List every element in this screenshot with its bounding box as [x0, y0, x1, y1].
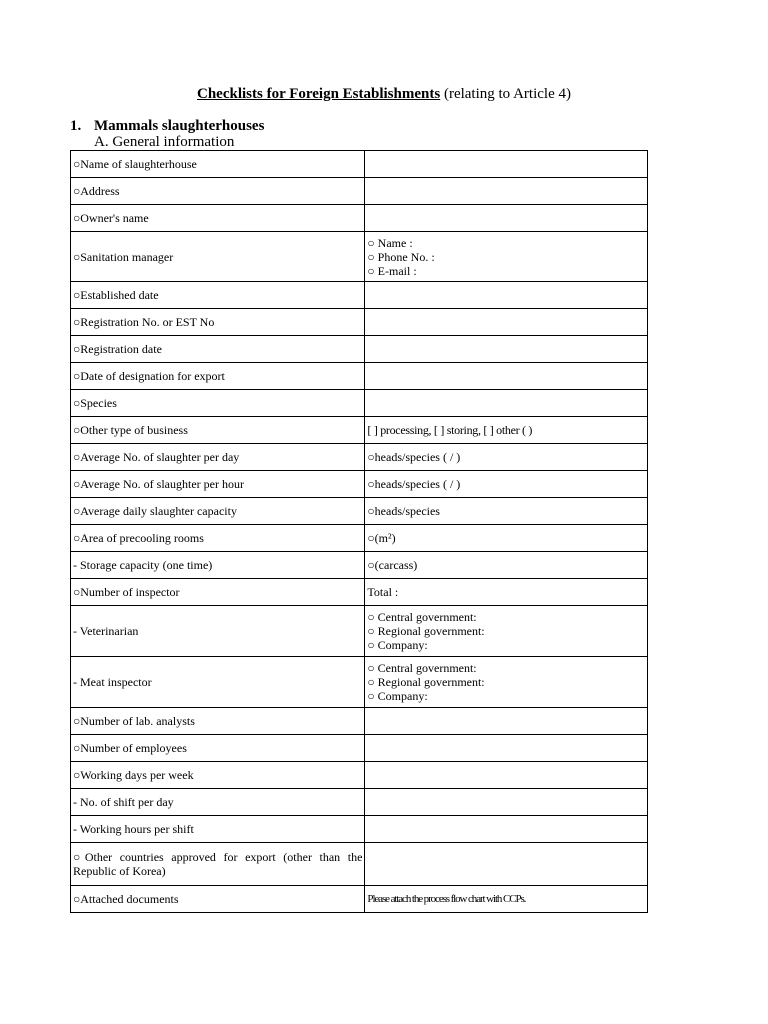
table-row	[71, 843, 648, 886]
row-label: ○Average No. of slaughter per hour	[71, 471, 365, 498]
row-label: - Veterinarian	[71, 606, 365, 657]
row-value[interactable]	[365, 232, 648, 282]
row-value[interactable]	[365, 336, 648, 363]
table-row	[71, 525, 648, 552]
row-value[interactable]	[365, 789, 648, 816]
row-label: ○Number of employees	[71, 735, 365, 762]
row-value[interactable]: Total :	[365, 579, 648, 606]
document-title-main: Checklists for Foreign Establishments	[196, 86, 441, 102]
row-value[interactable]	[365, 309, 648, 336]
row-label: - Storage capacity (one time)	[71, 552, 365, 579]
row-label: ○Number of inspector	[71, 579, 365, 606]
document-title	[0, 86, 768, 103]
row-label: ○Date of designation for export	[71, 363, 365, 390]
row-value[interactable]: [ ] processing, [ ] storing, [ ] other ( )	[365, 417, 648, 444]
row-label: ○Other countries approved for export (other than the Republic of Korea)	[71, 843, 365, 886]
vet-regional-line: ○ Regional government:	[367, 624, 485, 638]
row-label: ○Number of lab. analysts	[71, 708, 365, 735]
row-label: ○Owner's name	[71, 205, 365, 232]
row-value[interactable]: ○heads/species ( / )	[365, 444, 648, 471]
table-row	[71, 205, 648, 232]
row-label: ○Registration No. or EST No	[71, 309, 365, 336]
sanitation-phone-line: ○ Phone No. :	[367, 249, 435, 264]
table-row	[71, 886, 648, 913]
sanitation-email-line: ○ E-mail :	[367, 263, 417, 278]
table-row	[71, 178, 648, 205]
table-row	[71, 417, 648, 444]
row-label: ○Species	[71, 390, 365, 417]
table-row	[71, 816, 648, 843]
vet-central-line: ○ Central government:	[367, 610, 477, 624]
row-label: ○Name of slaughterhouse	[71, 151, 365, 178]
sanitation-name-line: ○ Name :	[367, 235, 413, 250]
table-row	[71, 444, 648, 471]
row-value[interactable]	[365, 735, 648, 762]
row-label: ○Other type of business	[71, 417, 365, 444]
meat-central-line: ○ Central government:	[367, 661, 477, 675]
row-label: ○Average daily slaughter capacity	[71, 498, 365, 525]
table-row	[71, 579, 648, 606]
row-label: - No. of shift per day	[71, 789, 365, 816]
row-label: ○Sanitation manager	[71, 232, 365, 282]
row-value[interactable]: ○heads/species ( / )	[365, 471, 648, 498]
row-label: - Meat inspector	[71, 657, 365, 708]
meat-regional-line: ○ Regional government:	[367, 675, 485, 689]
table-row	[71, 390, 648, 417]
table-row	[71, 789, 648, 816]
section-name: Mammals slaughterhouses	[94, 118, 265, 134]
row-value[interactable]	[365, 816, 648, 843]
row-value[interactable]	[365, 657, 648, 708]
row-value[interactable]: ○(m²)	[365, 525, 648, 552]
row-value[interactable]	[365, 151, 648, 178]
row-value[interactable]	[365, 282, 648, 309]
table-row	[71, 762, 648, 789]
table-row	[71, 471, 648, 498]
row-label: ○Working days per week	[71, 762, 365, 789]
section-number: 1.	[70, 118, 82, 134]
row-label: ○Area of precooling rooms	[71, 525, 365, 552]
row-value[interactable]	[365, 178, 648, 205]
table-row	[71, 336, 648, 363]
row-label: ○Average No. of slaughter per day	[71, 444, 365, 471]
row-value[interactable]	[365, 363, 648, 390]
row-value[interactable]	[365, 205, 648, 232]
row-label: - Working hours per shift	[71, 816, 365, 843]
row-label: ○Address	[71, 178, 365, 205]
row-value[interactable]	[365, 390, 648, 417]
table-row	[71, 282, 648, 309]
section-heading	[70, 118, 264, 135]
row-value[interactable]: Please attach the process flow chart with CCPs.	[365, 886, 648, 913]
table-row	[71, 606, 648, 657]
row-value[interactable]	[365, 606, 648, 657]
table-row	[71, 657, 648, 708]
document-title-suffix: (relating to Article 4)	[440, 86, 571, 102]
table-row	[71, 363, 648, 390]
row-label: ○Registration date	[71, 336, 365, 363]
table-row	[71, 309, 648, 336]
table-row	[71, 735, 648, 762]
row-value[interactable]	[365, 708, 648, 735]
row-value[interactable]	[365, 843, 648, 886]
table-row	[71, 498, 648, 525]
table-row	[71, 151, 648, 178]
table-row	[71, 552, 648, 579]
subsection-heading: A. General information	[94, 134, 235, 150]
table-row	[71, 232, 648, 282]
general-information-table	[70, 150, 648, 913]
row-label: ○Established date	[71, 282, 365, 309]
row-value[interactable]: ○(carcass)	[365, 552, 648, 579]
meat-company-line: ○ Company:	[367, 689, 428, 703]
table-row	[71, 708, 648, 735]
row-value[interactable]	[365, 762, 648, 789]
row-label: ○Attached documents	[71, 886, 365, 913]
row-value[interactable]: ○heads/species	[365, 498, 648, 525]
vet-company-line: ○ Company:	[367, 638, 428, 652]
